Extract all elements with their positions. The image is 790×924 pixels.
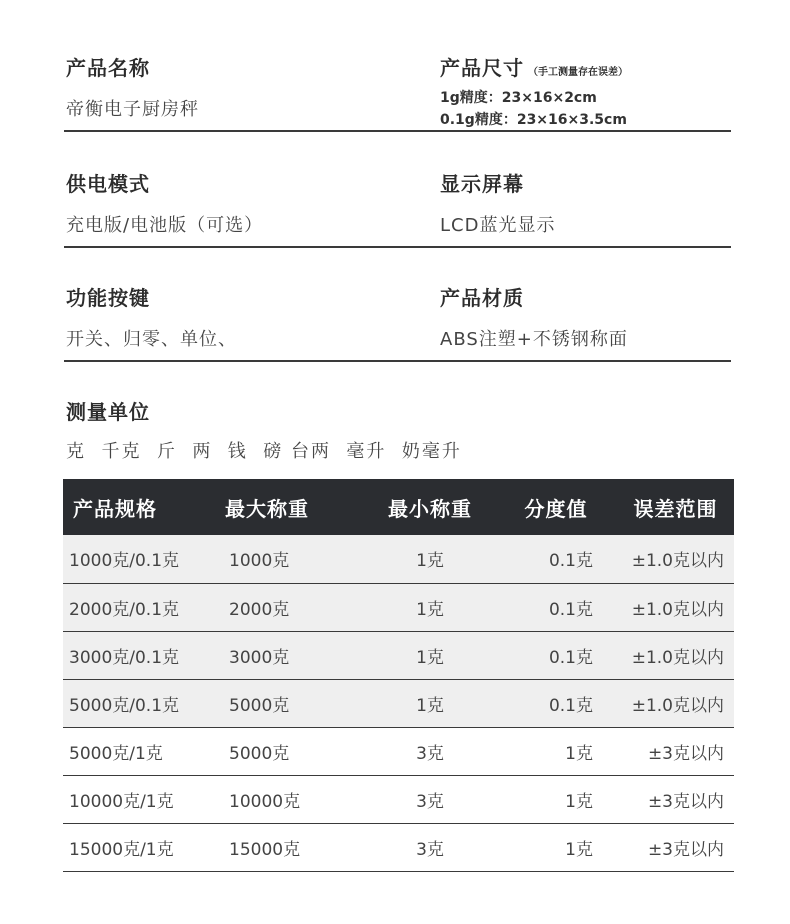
- table-row: [63, 679, 734, 727]
- display-cell: [440, 168, 555, 237]
- cell-error: ±1.0克以内: [617, 583, 734, 631]
- cell-division: 1克: [495, 823, 617, 871]
- power-mode-cell: [66, 168, 263, 237]
- product-size-note: （手工测量存在误差）: [528, 67, 628, 78]
- display-value: LCD蓝光显示: [440, 215, 556, 236]
- display-label: 显示屏幕: [440, 172, 524, 196]
- info-row-power-display: [64, 168, 731, 248]
- product-size-line-1g: 1g精度：23×16×2cm: [440, 90, 597, 106]
- buttons-label: 功能按键: [66, 286, 150, 310]
- cell-spec: 5000克/0.1克: [63, 679, 215, 727]
- product-size-lines: [440, 87, 628, 131]
- cell-min: 3克: [365, 727, 495, 775]
- units-value: 克 千克 斤 两 钱 磅 台两 毫升 奶毫升: [66, 441, 462, 462]
- product-size-cell: [440, 52, 628, 131]
- cell-min: 3克: [365, 823, 495, 871]
- table-row: [63, 535, 734, 583]
- product-name-value: 帝衡电子厨房秤: [66, 99, 199, 120]
- buttons-value: 开关、归零、单位、: [66, 329, 237, 350]
- cell-error: ±1.0克以内: [617, 535, 734, 583]
- cell-min: 3克: [365, 775, 495, 823]
- measurement-units: [66, 396, 462, 463]
- product-size-label: [440, 52, 628, 81]
- table-row: [63, 583, 734, 631]
- header-max-weight: 最大称重: [225, 496, 309, 521]
- cell-spec: 3000克/0.1克: [63, 631, 215, 679]
- cell-division: 0.1克: [495, 583, 617, 631]
- product-size-line-01g: 0.1g精度：23×16×3.5cm: [440, 112, 627, 128]
- cell-max: 5000克: [215, 727, 365, 775]
- cell-max: 15000克: [215, 823, 365, 871]
- material-cell: [440, 282, 628, 351]
- units-label: 测量单位: [66, 400, 150, 424]
- product-size-label-text: 产品尺寸: [440, 56, 524, 80]
- info-row-buttons-material: [64, 282, 731, 362]
- cell-spec: 5000克/1克: [63, 727, 215, 775]
- product-name-cell: [66, 52, 199, 121]
- header-division: 分度值: [524, 496, 588, 521]
- power-mode-label: 供电模式: [66, 172, 150, 196]
- cell-division: 1克: [495, 775, 617, 823]
- cell-min: 1克: [365, 631, 495, 679]
- table-row: [63, 631, 734, 679]
- cell-max: 1000克: [215, 535, 365, 583]
- cell-max: 10000克: [215, 775, 365, 823]
- cell-error: ±3克以内: [617, 775, 734, 823]
- cell-error: ±1.0克以内: [617, 679, 734, 727]
- cell-division: 0.1克: [495, 631, 617, 679]
- cell-max: 5000克: [215, 679, 365, 727]
- header-spec: 产品规格: [73, 496, 157, 521]
- cell-error: ±1.0克以内: [617, 631, 734, 679]
- cell-min: 1克: [365, 583, 495, 631]
- cell-min: 1克: [365, 679, 495, 727]
- cell-division: 0.1克: [495, 679, 617, 727]
- cell-spec: 15000克/1克: [63, 823, 215, 871]
- table-row: [63, 823, 734, 871]
- cell-division: 0.1克: [495, 535, 617, 583]
- cell-max: 3000克: [215, 631, 365, 679]
- product-name-label: 产品名称: [66, 56, 150, 80]
- table-row: [63, 727, 734, 775]
- buttons-cell: [66, 282, 237, 351]
- table-header-row: [63, 479, 734, 535]
- cell-max: 2000克: [215, 583, 365, 631]
- cell-spec: 1000克/0.1克: [63, 535, 215, 583]
- power-mode-value: 充电版/电池版（可选）: [66, 215, 264, 236]
- header-min-weight: 最小称重: [388, 496, 472, 521]
- header-error-range: 误差范围: [633, 496, 718, 521]
- info-row-name-size: [64, 52, 731, 132]
- cell-error: ±3克以内: [617, 727, 734, 775]
- table-row: [63, 775, 734, 823]
- cell-min: 1克: [365, 535, 495, 583]
- cell-spec: 10000克/1克: [63, 775, 215, 823]
- material-value: ABS注塑+不锈钢称面: [440, 329, 628, 350]
- cell-error: ±3克以内: [617, 823, 734, 871]
- cell-division: 1克: [495, 727, 617, 775]
- cell-spec: 2000克/0.1克: [63, 583, 215, 631]
- material-label: 产品材质: [440, 286, 524, 310]
- spec-table: [63, 479, 734, 872]
